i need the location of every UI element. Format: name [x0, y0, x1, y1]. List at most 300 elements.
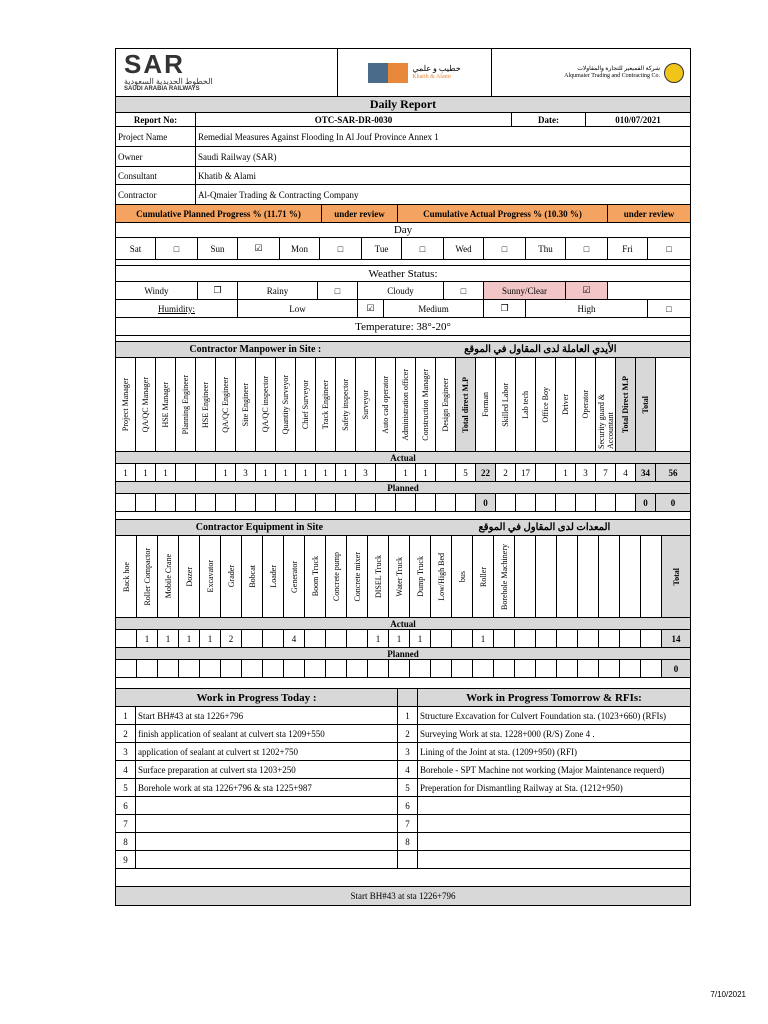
contractor-seal-icon [664, 63, 684, 83]
day-checkbox[interactable]: □ [566, 238, 608, 259]
manpower-column-header [576, 358, 596, 451]
manpower-column-header [236, 358, 256, 451]
ka-arabic-name: خطيب و علمي [412, 63, 461, 73]
equipment-planned-cell [305, 660, 326, 677]
equipment-column-label: Concrete mixer [352, 551, 362, 602]
manpower-actual-cell: 3 [576, 464, 596, 481]
manpower-actual-cell [536, 464, 556, 481]
equipment-planned-cell [641, 660, 662, 677]
manpower-planned-cell: 0 [656, 494, 690, 511]
daily-report-sheet [115, 48, 691, 906]
work-tomorrow-number [398, 851, 418, 868]
weather-name: Rainy [238, 282, 318, 299]
humidity-name: Low [238, 300, 358, 317]
equipment-actual-cell [494, 630, 515, 647]
work-today-text: Start BH#43 at sta 1226+796 [136, 707, 398, 724]
equipment-actual-row [116, 630, 690, 648]
equipment-actual-cell: 1 [410, 630, 431, 647]
humidity-checkbox[interactable]: ☑ [358, 300, 384, 317]
manpower-column-header-label: HSE Engineer [201, 381, 210, 428]
equipment-planned-cell [200, 660, 221, 677]
work-today-text: application of sealant at culvert st 1202+750 [136, 743, 398, 760]
equipment-column-label: Excavator [205, 560, 215, 593]
manpower-actual-cell: 1 [316, 464, 336, 481]
manpower-planned-cell: 0 [636, 494, 656, 511]
weather-name: Cloudy [358, 282, 444, 299]
manpower-actual-row [116, 464, 690, 482]
equipment-planned-cell [221, 660, 242, 677]
manpower-column-header [256, 358, 276, 451]
work-today-text [136, 851, 398, 868]
work-today-text [136, 815, 398, 832]
manpower-column-header-label: Forman [481, 392, 490, 417]
actual-progress-status: under review [623, 208, 675, 219]
weather-label: Weather Status: [368, 267, 438, 280]
humidity-checkbox[interactable]: ❐ [484, 300, 526, 317]
work-row [116, 761, 690, 779]
actual-progress-label: Cumulative Actual Progress % (10.30 %) [398, 205, 608, 222]
equipment-column-header [536, 536, 557, 617]
work-today-number: 3 [116, 743, 136, 760]
info-label: Project Name [116, 127, 196, 146]
work-row [116, 815, 690, 833]
equipment-planned-cell [368, 660, 389, 677]
equipment-planned-cell [410, 660, 431, 677]
humidity-row [116, 300, 690, 318]
equipment-column-label: Water Truck [394, 556, 404, 597]
equipment-column-header [116, 536, 137, 617]
manpower-actual-cell: 4 [616, 464, 636, 481]
manpower-planned-cell [536, 494, 556, 511]
manpower-planned-cell [116, 494, 136, 511]
manpower-planned-cell [196, 494, 216, 511]
work-tomorrow-number: 2 [398, 725, 418, 742]
equipment-actual-cell: 4 [284, 630, 305, 647]
work-today-title: Work in Progress Today : [116, 689, 398, 706]
equipment-actual-cell [557, 630, 578, 647]
spacer-row [116, 512, 690, 520]
work-today-number: 2 [116, 725, 136, 742]
manpower-actual-cell: 1 [156, 464, 176, 481]
equipment-planned-cell [284, 660, 305, 677]
manpower-column-header [356, 358, 376, 451]
manpower-actual-cell: 1 [116, 464, 136, 481]
equipment-column-header [305, 536, 326, 617]
equipment-planned-row [116, 660, 690, 678]
info-row-owner [116, 147, 690, 167]
manpower-planned-cell [576, 494, 596, 511]
equipment-planned-cell [116, 660, 137, 677]
weather-name-selected: Sunny/Clear [484, 282, 566, 299]
equipment-column-header [662, 536, 690, 617]
equipment-column-label: Concrete pump [331, 551, 341, 602]
manpower-planned-cell [396, 494, 416, 511]
manpower-actual-cell: 1 [276, 464, 296, 481]
day-checkbox[interactable]: □ [666, 243, 672, 254]
manpower-actual-cell: 56 [656, 464, 690, 481]
manpower-column-header-label: Skilled Labor [501, 382, 510, 427]
footer-note-row [116, 887, 690, 905]
page-date: 7/10/2021 [710, 990, 746, 999]
work-row [116, 851, 690, 869]
manpower-column-header [496, 358, 516, 451]
day-checkbox[interactable]: ☑ [238, 238, 280, 259]
work-row [116, 707, 690, 725]
manpower-actual-cell: 3 [356, 464, 376, 481]
equipment-planned-cell [137, 660, 158, 677]
equipment-column-header [326, 536, 347, 617]
equipment-planned-cell [536, 660, 557, 677]
equipment-column-label: Dozer [184, 566, 194, 587]
work-tomorrow-title: Work in Progress Tomorrow & RFIs: [466, 691, 642, 704]
work-tomorrow-text: Borehole - SPT Machine not working (Major Maintenance requerd) [420, 764, 665, 775]
equipment-planned-cell [452, 660, 473, 677]
info-row-project [116, 127, 690, 147]
equipment-column-header [389, 536, 410, 617]
equipment-actual-cell: 1 [368, 630, 389, 647]
manpower-column-blank [656, 358, 690, 451]
manpower-actual-cell: 1 [396, 464, 416, 481]
manpower-planned-cell [296, 494, 316, 511]
equipment-actual-cell [242, 630, 263, 647]
day-checkbox[interactable]: □ [156, 238, 198, 259]
equipment-actual-cell [305, 630, 326, 647]
manpower-column-header-label: Auto cad operator [381, 375, 390, 434]
manpower-column-header-label: Total direct M.P [461, 376, 470, 433]
manpower-column-header [536, 358, 556, 451]
equipment-column-header [200, 536, 221, 617]
work-tomorrow-number: 3 [398, 743, 418, 760]
equipment-column-header [221, 536, 242, 617]
manpower-planned-cell [436, 494, 456, 511]
manpower-planned-row [116, 494, 690, 512]
work-today-text: Borehole work at sta 1226+796 & sta 1225+987 [136, 779, 398, 796]
manpower-column-header-label: Construction Manager [421, 368, 430, 441]
day-checkbox[interactable]: □ [402, 238, 444, 259]
equipment-column-label: Roller Compactor [142, 547, 152, 606]
manpower-actual-cell [376, 464, 396, 481]
manpower-planned-cell [556, 494, 576, 511]
equipment-actual-cell [599, 630, 620, 647]
work-today-text: Surface preparation at culvert sta 1203+250 [136, 761, 398, 778]
equipment-planned-cell [179, 660, 200, 677]
day-name: Mon [280, 238, 320, 259]
equipment-actual-cell: 1 [200, 630, 221, 647]
manpower-column-header-label: Operator [581, 390, 590, 419]
equipment-actual-cell [326, 630, 347, 647]
spacer-row [116, 678, 690, 689]
equipment-column-header [158, 536, 179, 617]
day-name: Sun [198, 238, 238, 259]
manpower-column-header [276, 358, 296, 451]
equipment-column-label: Low/High Bed [436, 552, 446, 601]
work-tomorrow-text [418, 851, 690, 868]
planned-progress-status: under review [322, 205, 398, 222]
equipment-title-row [116, 520, 690, 536]
work-today-number: 9 [116, 851, 136, 868]
manpower-actual-cell: 2 [496, 464, 516, 481]
manpower-column-header [476, 358, 496, 451]
equipment-actual-cell [578, 630, 599, 647]
equipment-planned-cell [494, 660, 515, 677]
manpower-column-header-label: Safety inspector [341, 378, 350, 431]
manpower-column-header-label: Design Engineer [441, 377, 450, 432]
manpower-planned-label-row [116, 482, 690, 494]
manpower-actual-cell [176, 464, 196, 481]
manpower-column-header [176, 358, 196, 451]
equipment-actual-cell: 1 [158, 630, 179, 647]
manpower-planned-cell [236, 494, 256, 511]
equipment-planned-label: Planned [387, 648, 419, 659]
manpower-column-header-label: Driver [561, 394, 570, 415]
info-label: Contractor [116, 185, 196, 204]
manpower-column-header [516, 358, 536, 451]
info-row-consultant [116, 167, 690, 185]
equipment-column-label: Boom Truck [310, 556, 320, 597]
equipment-column-label: Generator [289, 560, 299, 593]
manpower-column-header [336, 358, 356, 451]
info-value: Saudi Railway (SAR) [198, 151, 277, 162]
work-tomorrow-text: Structure Excavation for Culvert Foundation sta. (1023+660) (RFIs) [420, 710, 667, 721]
temperature-row [116, 318, 690, 336]
manpower-planned-cell [376, 494, 396, 511]
info-label: Owner [116, 147, 196, 166]
sar-logo-text: SAR [124, 49, 185, 79]
manpower-planned-cell [356, 494, 376, 511]
day-name: Sat [116, 238, 156, 259]
manpower-planned-cell [596, 494, 616, 511]
manpower-planned-cell [256, 494, 276, 511]
equipment-planned-cell [326, 660, 347, 677]
work-tomorrow-text [418, 797, 690, 814]
manpower-column-header-label: Office Boy [541, 386, 550, 423]
manpower-actual-cell: 22 [476, 464, 496, 481]
manpower-column-header-label: Surveyor [361, 389, 370, 420]
manpower-actual-cell: 7 [596, 464, 616, 481]
work-row [116, 743, 690, 761]
manpower-title-arabic: الأيدي العاملة لدى المقاول في الموقع [464, 344, 617, 355]
sar-logo-cell [116, 49, 338, 96]
day-name: Tue [362, 238, 402, 259]
work-today-number: 6 [116, 797, 136, 814]
equipment-planned-label-row [116, 648, 690, 660]
equipment-column-header [410, 536, 431, 617]
equipment-column-header [557, 536, 578, 617]
equipment-planned-cell [473, 660, 494, 677]
manpower-column-header [596, 358, 616, 451]
manpower-planned-cell: 0 [476, 494, 496, 511]
equipment-header-row [116, 536, 690, 618]
info-value: Remedial Measures Against Flooding In Al Jouf Province Annex 1 [198, 131, 439, 142]
weather-checkbox[interactable]: ❐ [198, 282, 238, 299]
report-title: Daily Report [369, 97, 437, 111]
manpower-actual-cell: 1 [416, 464, 436, 481]
day-checkbox[interactable]: □ [484, 238, 526, 259]
sar-english-name: SAUDI ARABIA RAILWAYS [124, 85, 200, 92]
date-label: Date: [512, 113, 586, 126]
equipment-actual-cell [116, 630, 137, 647]
equipment-column-label: Back hoe [121, 561, 131, 592]
manpower-actual-cell: 17 [516, 464, 536, 481]
equipment-actual-cell: 2 [221, 630, 242, 647]
manpower-actual-label: Actual [390, 452, 416, 463]
manpower-actual-cell: 1 [136, 464, 156, 481]
equipment-column-header [578, 536, 599, 617]
equipment-actual-cell: 14 [662, 630, 690, 647]
equipment-actual-cell: 1 [473, 630, 494, 647]
planned-progress-label: Cumulative Planned Progress % (11.71 %) [116, 205, 322, 222]
weather-checkbox[interactable]: □ [444, 282, 484, 299]
equipment-actual-cell [431, 630, 452, 647]
work-today-number: 8 [116, 833, 136, 850]
equipment-planned-cell [620, 660, 641, 677]
equipment-column-label: Borehole Machinery [499, 543, 509, 610]
manpower-planned-cell [176, 494, 196, 511]
manpower-planned-cell [276, 494, 296, 511]
date-value: 010/07/2021 [615, 114, 661, 125]
manpower-planned-cell [616, 494, 636, 511]
footer-note: Start BH#43 at sta 1226+796 [350, 891, 456, 901]
equipment-column-header [242, 536, 263, 617]
manpower-column-header [416, 358, 436, 451]
work-title-row [116, 689, 690, 707]
day-name: Wed [444, 238, 484, 259]
equipment-actual-cell [620, 630, 641, 647]
manpower-actual-cell: 1 [296, 464, 316, 481]
manpower-planned-cell [316, 494, 336, 511]
manpower-actual-cell: 1 [216, 464, 236, 481]
manpower-column-header-label: Track Engineer [321, 379, 330, 430]
manpower-planned-cell [496, 494, 516, 511]
work-tomorrow-text: Lining of the Joint at sta. (1209+950) (RFI) [420, 746, 578, 757]
work-tomorrow-text: Surveying Work at sta. 1228+000 (R/S) Zone 4 . [420, 728, 595, 739]
manpower-column-header [616, 358, 636, 451]
manpower-actual-label-row [116, 452, 690, 464]
humidity-label: Humidity: [116, 300, 238, 317]
info-row-contractor [116, 185, 690, 205]
equipment-planned-cell [557, 660, 578, 677]
contractor-logo-cell [492, 49, 690, 96]
manpower-planned-cell [336, 494, 356, 511]
manpower-column-header [376, 358, 396, 451]
equipment-column-header [284, 536, 305, 617]
equipment-planned-cell [431, 660, 452, 677]
ka-english-name: Khatib & Alami [412, 73, 451, 80]
work-tomorrow-number: 7 [398, 815, 418, 832]
work-tomorrow-number: 8 [398, 833, 418, 850]
manpower-title: Contractor Manpower in Site : [189, 344, 322, 355]
manpower-column-header-label: Lab tech [521, 390, 530, 419]
manpower-column-header-label: HSE Manager [161, 381, 170, 428]
manpower-planned-label: Planned [387, 482, 419, 493]
title-row [116, 97, 690, 113]
equipment-column-header [179, 536, 200, 617]
report-no-row [116, 113, 690, 127]
work-row [116, 779, 690, 797]
manpower-actual-cell: 5 [456, 464, 476, 481]
day-name: Fri [608, 238, 648, 259]
manpower-title-row [116, 342, 690, 358]
equipment-actual-cell [347, 630, 368, 647]
equipment-column-header [368, 536, 389, 617]
temperature-value: Temperature: 38°-20° [355, 320, 451, 333]
contractor-logo-arabic: شركة القميعير للتجارة والمقاولات [577, 65, 660, 72]
work-tomorrow-text [418, 833, 690, 850]
equipment-actual-cell [263, 630, 284, 647]
work-today-number: 4 [116, 761, 136, 778]
work-tomorrow-number: 5 [398, 779, 418, 796]
equipment-column-header [641, 536, 662, 617]
info-label: Consultant [116, 167, 196, 184]
equipment-column-header [347, 536, 368, 617]
equipment-actual-cell: 1 [137, 630, 158, 647]
equipment-planned-cell [389, 660, 410, 677]
day-label: Day [393, 224, 413, 236]
manpower-column-header [636, 358, 656, 451]
manpower-planned-cell [456, 494, 476, 511]
manpower-column-header-label: Chief Surveyor [301, 379, 310, 430]
work-row [116, 833, 690, 851]
humidity-checkbox[interactable]: □ [666, 303, 672, 314]
equipment-column-label: Bobcat [247, 565, 257, 588]
equipment-column-label: Total [671, 567, 681, 586]
equipment-planned-cell [158, 660, 179, 677]
day-row [116, 238, 690, 260]
manpower-column-header [156, 358, 176, 451]
manpower-actual-cell [196, 464, 216, 481]
equipment-column-header [137, 536, 158, 617]
manpower-column-header-label: Administration officer [401, 368, 410, 441]
manpower-planned-cell [216, 494, 236, 511]
ka-logo [368, 63, 460, 83]
equipment-actual-cell: 1 [179, 630, 200, 647]
equipment-actual-cell [536, 630, 557, 647]
progress-row [116, 205, 690, 223]
equipment-column-header [599, 536, 620, 617]
manpower-column-header-label: QA/QC Engineer [221, 376, 230, 433]
manpower-column-header [316, 358, 336, 451]
equipment-column-label: bus [457, 570, 467, 583]
work-row [116, 725, 690, 743]
humidity-name: Medium [384, 300, 484, 317]
equipment-column-header [263, 536, 284, 617]
equipment-actual-cell [452, 630, 473, 647]
weather-checkbox[interactable]: ☑ [566, 282, 608, 299]
equipment-actual-cell [515, 630, 536, 647]
ka-logo-cell [338, 49, 492, 96]
equipment-column-label: Grader [226, 565, 236, 588]
work-today-text [136, 833, 398, 850]
day-name: Thu [526, 238, 566, 259]
manpower-actual-cell: 34 [636, 464, 656, 481]
work-tomorrow-text: Preperation for Dismantling Railway at Sta. (1212+950) [420, 782, 623, 793]
manpower-column-header [216, 358, 236, 451]
manpower-planned-cell [516, 494, 536, 511]
manpower-column-header-label: Site Engineer [241, 382, 250, 427]
equipment-planned-cell [515, 660, 536, 677]
manpower-actual-cell [436, 464, 456, 481]
work-row [116, 797, 690, 815]
weather-checkbox[interactable]: □ [318, 282, 358, 299]
equipment-actual-cell [641, 630, 662, 647]
day-checkbox[interactable]: □ [320, 238, 362, 259]
logo-row [116, 49, 690, 97]
manpower-column-header [396, 358, 416, 451]
report-no-label: Report No: [116, 113, 196, 126]
report-no-value: OTC-SAR-DR-0030 [196, 113, 512, 126]
equipment-title-arabic: المعدات لدى المقاول في الموقع [478, 522, 611, 533]
manpower-column-header [116, 358, 136, 451]
